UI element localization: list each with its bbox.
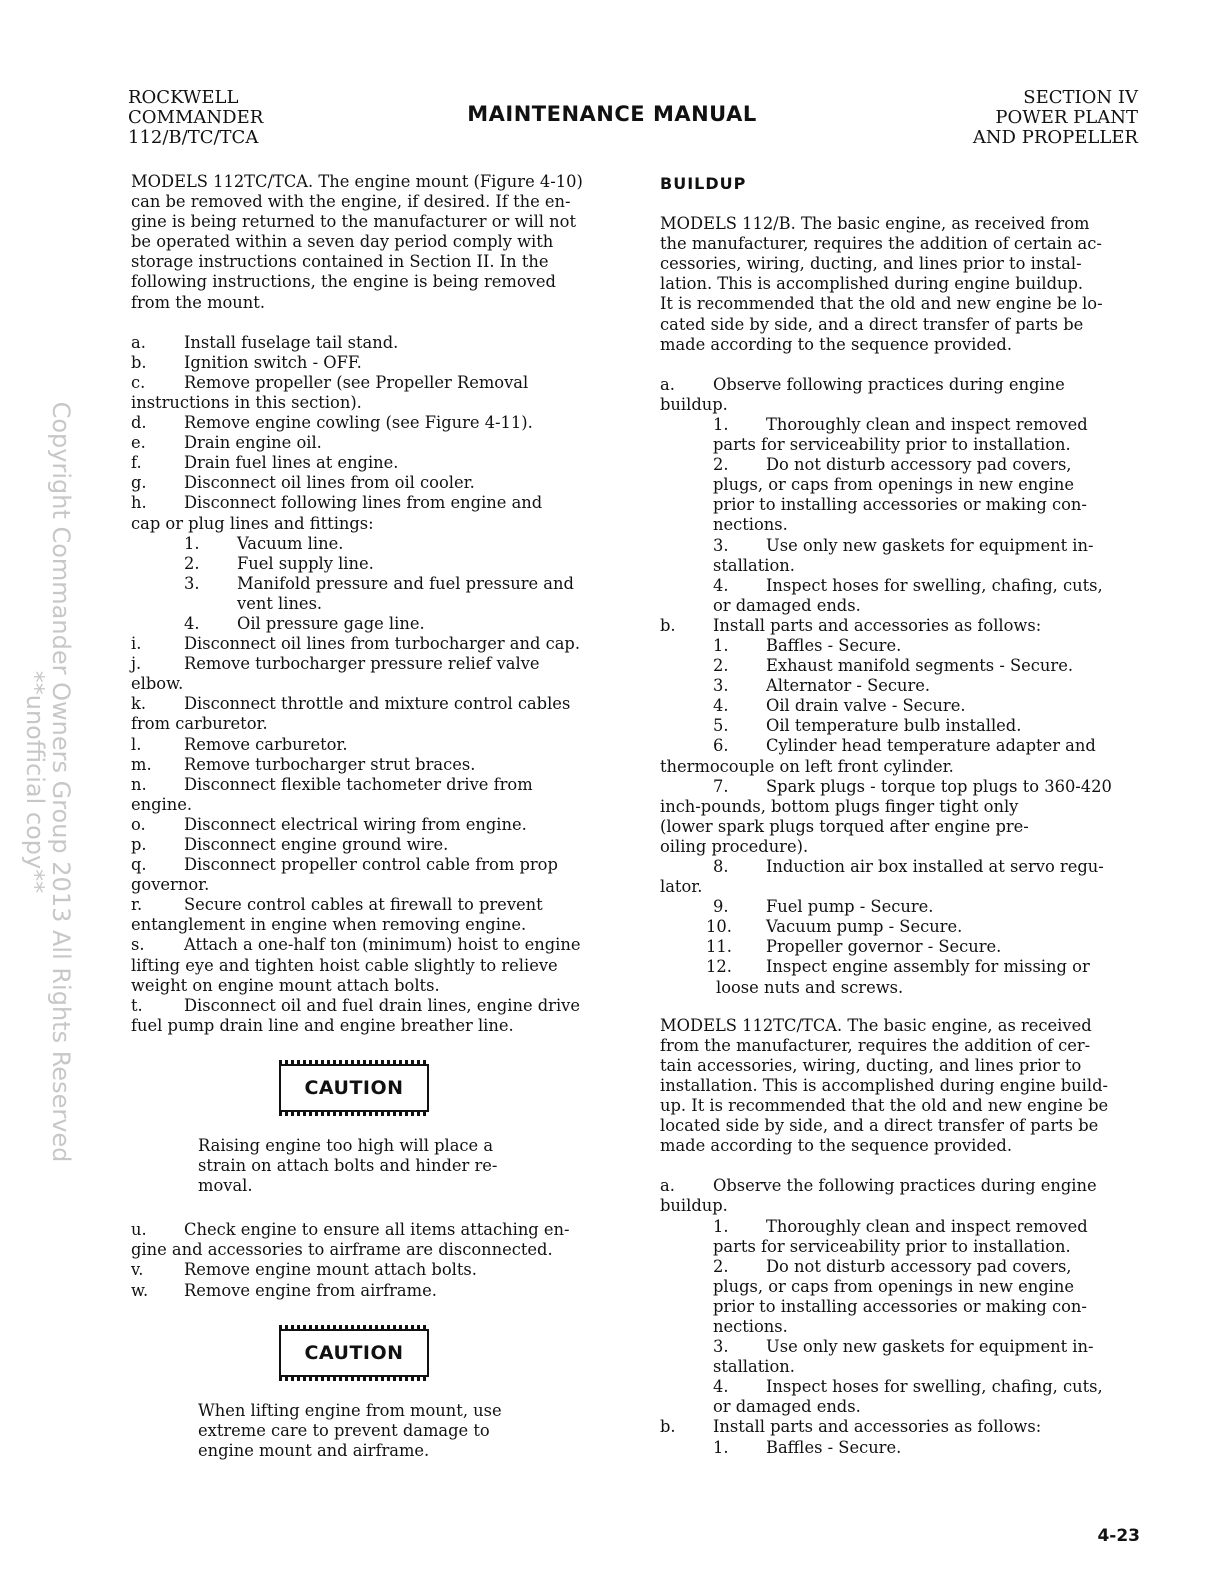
list-item: n. Disconnect flexible tachometer drive from engine. (131, 774, 533, 814)
header-right (973, 88, 1138, 148)
list-item: k. Disconnect throttle and mixture control cables from carburetor. (131, 694, 571, 734)
sub-list-item: 3. Manifold pressure and fuel pressure and vent lines. (184, 573, 574, 613)
sub-list-item: 3. Alternator - Secure. (713, 676, 931, 696)
header-right-line: POWER PLANT (995, 107, 1138, 128)
list-item: u. Check engine to ensure all items attaching en- gine and accessories to airframe are disconnected. (131, 1220, 570, 1260)
header-left-line: ROCKWELL (128, 87, 239, 108)
list-item: a. Observe following practices during engine buildup. (660, 374, 1065, 414)
header-right-line: SECTION IV (1023, 87, 1138, 108)
list-item: s. Attach a one-half ton (minimum) hoist to engine lifting eye and tighten hoist cable slightly to relieve weight on engine mount attach bolts. (131, 935, 581, 995)
list-item: g. Disconnect oil lines from oil cooler. (131, 473, 475, 493)
list-item: b. Ignition switch - OFF. (131, 352, 362, 372)
sub-list-item: 2. Exhaust manifold segments - Secure. (713, 656, 1073, 676)
list-item: i. Disconnect oil lines from turbocharger and cap. (131, 634, 581, 654)
buildup-intro-112tc: MODELS 112TC/TCA. The basic engine, as received from the manufacturer, requires the addition of cer- tain accessories, wiring, ducting, and lines prior to installation. This is accomplished during engine build- up. It is recommended that the old and new engine be located side by side, and a direct transfer of parts be made according to the sequence provided. (660, 1015, 1109, 1156)
sub-list-item: 3. Use only new gaskets for equipment in- stallation. (713, 535, 1094, 575)
header-left-line: 112/B/TC/TCA (128, 127, 259, 148)
list-item: r. Secure control cables at firewall to prevent entanglement in engine when removing engine. (131, 895, 543, 935)
list-item: d. Remove engine cowling (see Figure 4-11). (131, 413, 533, 433)
sub-list-item: 2. Do not disturb accessory pad covers, plugs, or caps from openings in new engine prior to installing accessories or making con- nections. (713, 1256, 1087, 1336)
caution-notice (131, 1329, 631, 1461)
sub-list-item: 1. Vacuum line. (184, 533, 344, 553)
sub-list-item: 4. Inspect hoses for swelling, chafing, cuts, or damaged ends. (713, 1377, 1103, 1417)
header-left-line: COMMANDER (128, 107, 264, 128)
sub-list-item: 12. Inspect engine assembly for missing or loose nuts and screws. (706, 957, 1090, 997)
sub-list-item: 8. Induction air box installed at servo regu- lator. (660, 857, 1104, 897)
list-item: v. Remove engine mount attach bolts. (131, 1260, 477, 1280)
removal-steps (131, 333, 631, 1036)
sub-list-item: 3. Use only new gaskets for equipment in- stallation. (713, 1337, 1094, 1377)
sub-list-item: 1. Baffles - Secure. (713, 635, 902, 655)
removal-steps-continued (131, 1220, 631, 1300)
list-item: b. Install parts and accessories as follows: (660, 1417, 1042, 1437)
sub-list-item: 10. Vacuum pump - Secure. (706, 917, 963, 937)
sub-list-item: 11. Propeller governor - Secure. (706, 937, 1002, 957)
caution-label: CAUTION (279, 1329, 429, 1377)
sub-list-item: 4. Inspect hoses for swelling, chafing, cuts, or damaged ends. (713, 575, 1103, 615)
sub-list-item: 1. Thoroughly clean and inspect removed parts for serviceability prior to installation. (713, 1216, 1088, 1256)
caution-text: When lifting engine from mount, use extreme care to prevent damage to engine mount and airframe. (198, 1400, 502, 1460)
intro-paragraph: MODELS 112TC/TCA. The engine mount (Figure 4-10) can be removed with the engine, if desired. If the en- gine is being returned to the manufacturer or will not be operated within a seven day period comply with storage instructions contained in Section II. In the following instructions, the engine is being removed from the mount. (131, 172, 583, 312)
list-item: l. Remove carburetor. (131, 734, 348, 754)
sub-list-item: 6. Cylinder head temperature adapter and thermocouple on left front cylinder. (660, 736, 1096, 776)
list-item: f. Drain fuel lines at engine. (131, 453, 399, 473)
page-number: 4-23 (1097, 1526, 1140, 1546)
list-item: e. Drain engine oil. (131, 433, 322, 453)
section-heading: BUILDUP (660, 174, 747, 193)
list-item: c. Remove propeller (see Propeller Removal instructions in this section). (131, 372, 529, 412)
caution-text: Raising engine too high will place a strain on attach bolts and hinder re- moval. (198, 1135, 498, 1196)
buildup-steps-112b (660, 375, 1145, 998)
list-item: m. Remove turbocharger strut braces. (131, 754, 476, 774)
list-item: o. Disconnect electrical wiring from engine. (131, 814, 527, 834)
list-item: w. Remove engine from airframe. (131, 1280, 437, 1300)
sub-list-item: 2. Fuel supply line. (184, 553, 374, 573)
page-title: MAINTENANCE MANUAL (467, 102, 757, 126)
sub-list-item: 5. Oil temperature bulb installed. (713, 716, 1022, 736)
sub-list-item: 4. Oil pressure gage line. (184, 613, 425, 633)
sub-list-item: 7. Spark plugs - torque top plugs to 360-420 inch-pounds, bottom plugs finger tight only (lower spark plugs torqued after engine pre- oiling procedure). (660, 776, 1112, 856)
watermark-line: Copyright Commander Owners Group 2013 All Rights Reserved (47, 401, 75, 1163)
list-item: t. Disconnect oil and fuel drain lines, engine drive fuel pump drain line and engine breather line. (131, 995, 581, 1035)
list-item: j. Remove turbocharger pressure relief valve elbow. (131, 654, 540, 694)
list-item: q. Disconnect propeller control cable from prop governor. (131, 855, 558, 895)
list-item: p. Disconnect engine ground wire. (131, 835, 449, 854)
list-item: b. Install parts and accessories as follows: (660, 615, 1042, 635)
left-column (131, 172, 631, 1485)
sub-list-item: 1. Thoroughly clean and inspect removed parts for serviceability prior to installation. (713, 414, 1088, 455)
watermark-line: **unofficial copy** (21, 670, 49, 894)
list-item: a. Install fuselage tail stand. (131, 332, 399, 352)
sub-list-item: 2. Do not disturb accessory pad covers, plugs, or caps from openings in new engine prior to installing accessories or making con- nections. (713, 455, 1087, 535)
list-item: a. Observe the following practices during engine buildup. (660, 1176, 1097, 1216)
sub-list-item: 4. Oil drain valve - Secure. (713, 696, 966, 716)
caution-notice (131, 1064, 631, 1196)
sub-list-item: 1. Baffles - Secure. (713, 1437, 902, 1457)
list-item: h. Disconnect following lines from engine and cap or plug lines and fittings: (131, 493, 543, 533)
header-right-line: AND PROPELLER (972, 127, 1138, 148)
sub-list-item: 9. Fuel pump - Secure. (713, 897, 934, 917)
buildup-steps-112tc (660, 1176, 1145, 1457)
right-column (660, 172, 1145, 1458)
buildup-intro-112b: MODELS 112/B. The basic engine, as received from the manufacturer, requires the addition of certain ac- cessories, wiring, ducting, and lines prior to instal- lation. This is accomplished during engine buildup. It is recommended that the old and new engine be lo- cated side by side, and a direct transfer of parts be made according to the sequence provided. (660, 214, 1103, 354)
caution-label: CAUTION (279, 1064, 429, 1112)
